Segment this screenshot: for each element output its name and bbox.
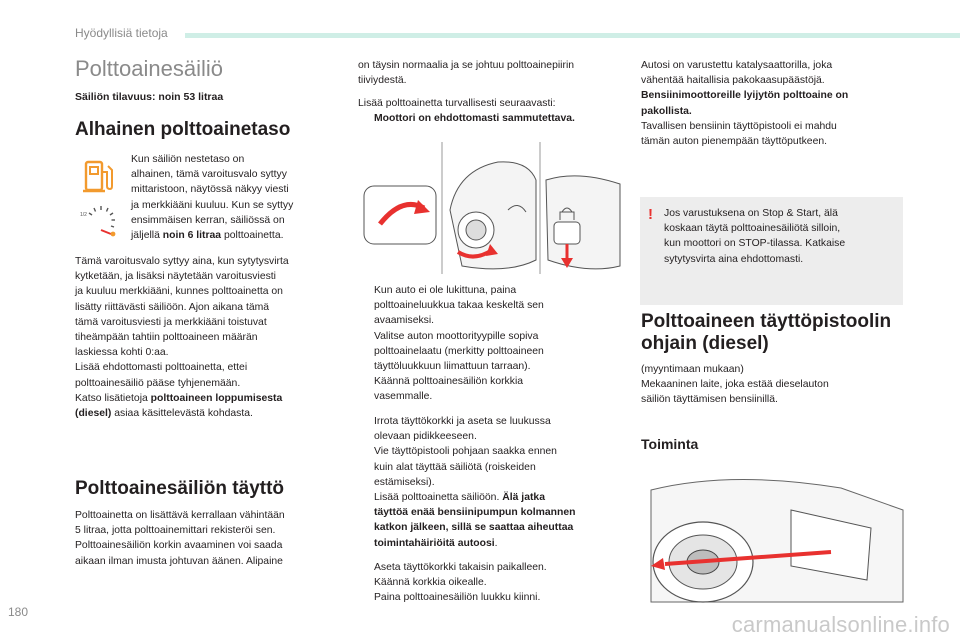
catalyst-paragraph: Autosi on varustettu katalysaattorilla, joka vähentää haitallisia pakokaasupäästöjä. Bensiinimoottoreille lyijytön polttoaine on pakollista. Tavallisen bensiinin täyttöpistooli ei mahdu tämän auton pienempään täyttöputkeen. (641, 60, 849, 148)
list-item: Lisää polttoainetta säiliöön. Älä jatka täyttöä enää bensiinipumpun kolmannen katkon jälkeen, sillä se saattaa aiheuttaa toimintahäiriöitä autoosi. (374, 492, 576, 549)
gauge-half-label: 1/2 (80, 212, 87, 218)
tank-capacity: Säiliön tilavuus: noin 53 litraa (75, 91, 224, 103)
steps-list-b (358, 414, 633, 551)
watermark: carmanualsonline.info (731, 612, 950, 637)
operation-heading: Toiminta (641, 436, 699, 452)
middle-intro: on täysin normaalia ja se johtuu polttoainepiirin tiiviydestä. (358, 60, 575, 87)
low-fuel-heading: Alhainen polttoainetaso (75, 119, 291, 140)
header-accent-bar (185, 33, 960, 38)
misfuel-description: (myyntimaan mukaan) Mekaaninen laite, joka estää dieselauton säiliön täyttämisen bensiinillä. (641, 364, 829, 406)
list-item: Irrota täyttökorkki ja aseta se luukussa olevaan pidikkeeseen. (374, 416, 551, 443)
filling-heading: Polttoainesäiliön täyttö (75, 478, 285, 499)
warning-icon: ! (648, 206, 653, 223)
list-item: Käännä polttoainesäiliön korkkia vasemmalle. (374, 376, 524, 403)
list-item: Kun auto ei ole lukittuna, paina polttoaineluukkua takaa keskeltä sen avaamiseksi. (374, 285, 544, 327)
steps-list-c (358, 560, 633, 606)
steps-list-a (358, 283, 633, 405)
misfuel-heading: Polttoaineen täyttöpistoolin ohjain (diesel) (641, 311, 892, 354)
list-item: Aseta täyttökorkki takaisin paikalleen. (374, 562, 547, 573)
warning-text: Jos varustuksena on Stop & Start, älä koskaan täytä polttoainesäiliötä silloin, kun moottori on STOP-tilassa. Katkaise sytytysvirta aina ehdottomasti. (664, 208, 846, 265)
low-fuel-paragraph: Tämä varoitusvalo syttyy aina, kun sytytysvirta kytketään, ja lisäksi näytetään varoitusviesti ja kuuluu merkkiääni, kunnes polttoainetta on lisätty riittävästi säiliöön. Ajon aikana tämä tämä varoitusviesti ja merkkiääni toistuvat tiheämpään tahtiin polttoaineen määrän laskiessa kohti 0:aa. Lisää ehdottomasti polttoainetta, ettei polttoainesäiliö pääse tyhjenemään. Katso lisätietoja polttoaineen loppumisesta (diesel) asiaa käsittelevästä kohdasta. (75, 256, 289, 420)
page-number: 180 (8, 605, 29, 619)
list-item: Valitse auton moottorityypille sopiva polttoainelaatu (merkitty polttoaineen täyttöluukkuun liimattuun tarraan). (374, 330, 544, 373)
page-title: Polttoainesäiliö (75, 56, 223, 81)
fuel-pump-icon (80, 158, 116, 196)
safety-instructions: Lisää polttoainetta turvallisesti seuraavasti: Moottori on ehdottomasti sammutettava. (358, 98, 575, 125)
fuel-filler-illustration (358, 140, 626, 280)
list-item: Paina polttoainesäiliön luukku kiinni. (374, 592, 541, 604)
list-item: Vie täyttöpistooli pohjaan saakka ennen kuin alat täyttää säiliötä (roiskeiden estämiseksi). (374, 446, 557, 488)
misfuel-device-illustration (641, 470, 911, 605)
section-header: Hyödyllisiä tietoja (75, 26, 168, 40)
filling-paragraph: Polttoainetta on lisättävä kerrallaan vähintään 5 litraa, jotta polttoainemittari rekisteröi sen. Polttoainesäiliön korkin avaaminen voi saada aikaan ilman imusta johtuvan äänen. Alipaine (75, 510, 285, 567)
list-item: Käännä korkkia oikealle. (374, 577, 487, 589)
fuel-gauge-icon (80, 200, 122, 240)
low-fuel-lamp-text: Kun säiliön nestetaso on alhainen, tämä varoitusvalo syttyy mittaristoon, näytössä näkyy viesti ja merkkiääni kuuluu. Kun se syttyy ensimmäisen kerran, säiliössä on jäljellä noin 6 litraa polttoainetta. (131, 154, 294, 242)
